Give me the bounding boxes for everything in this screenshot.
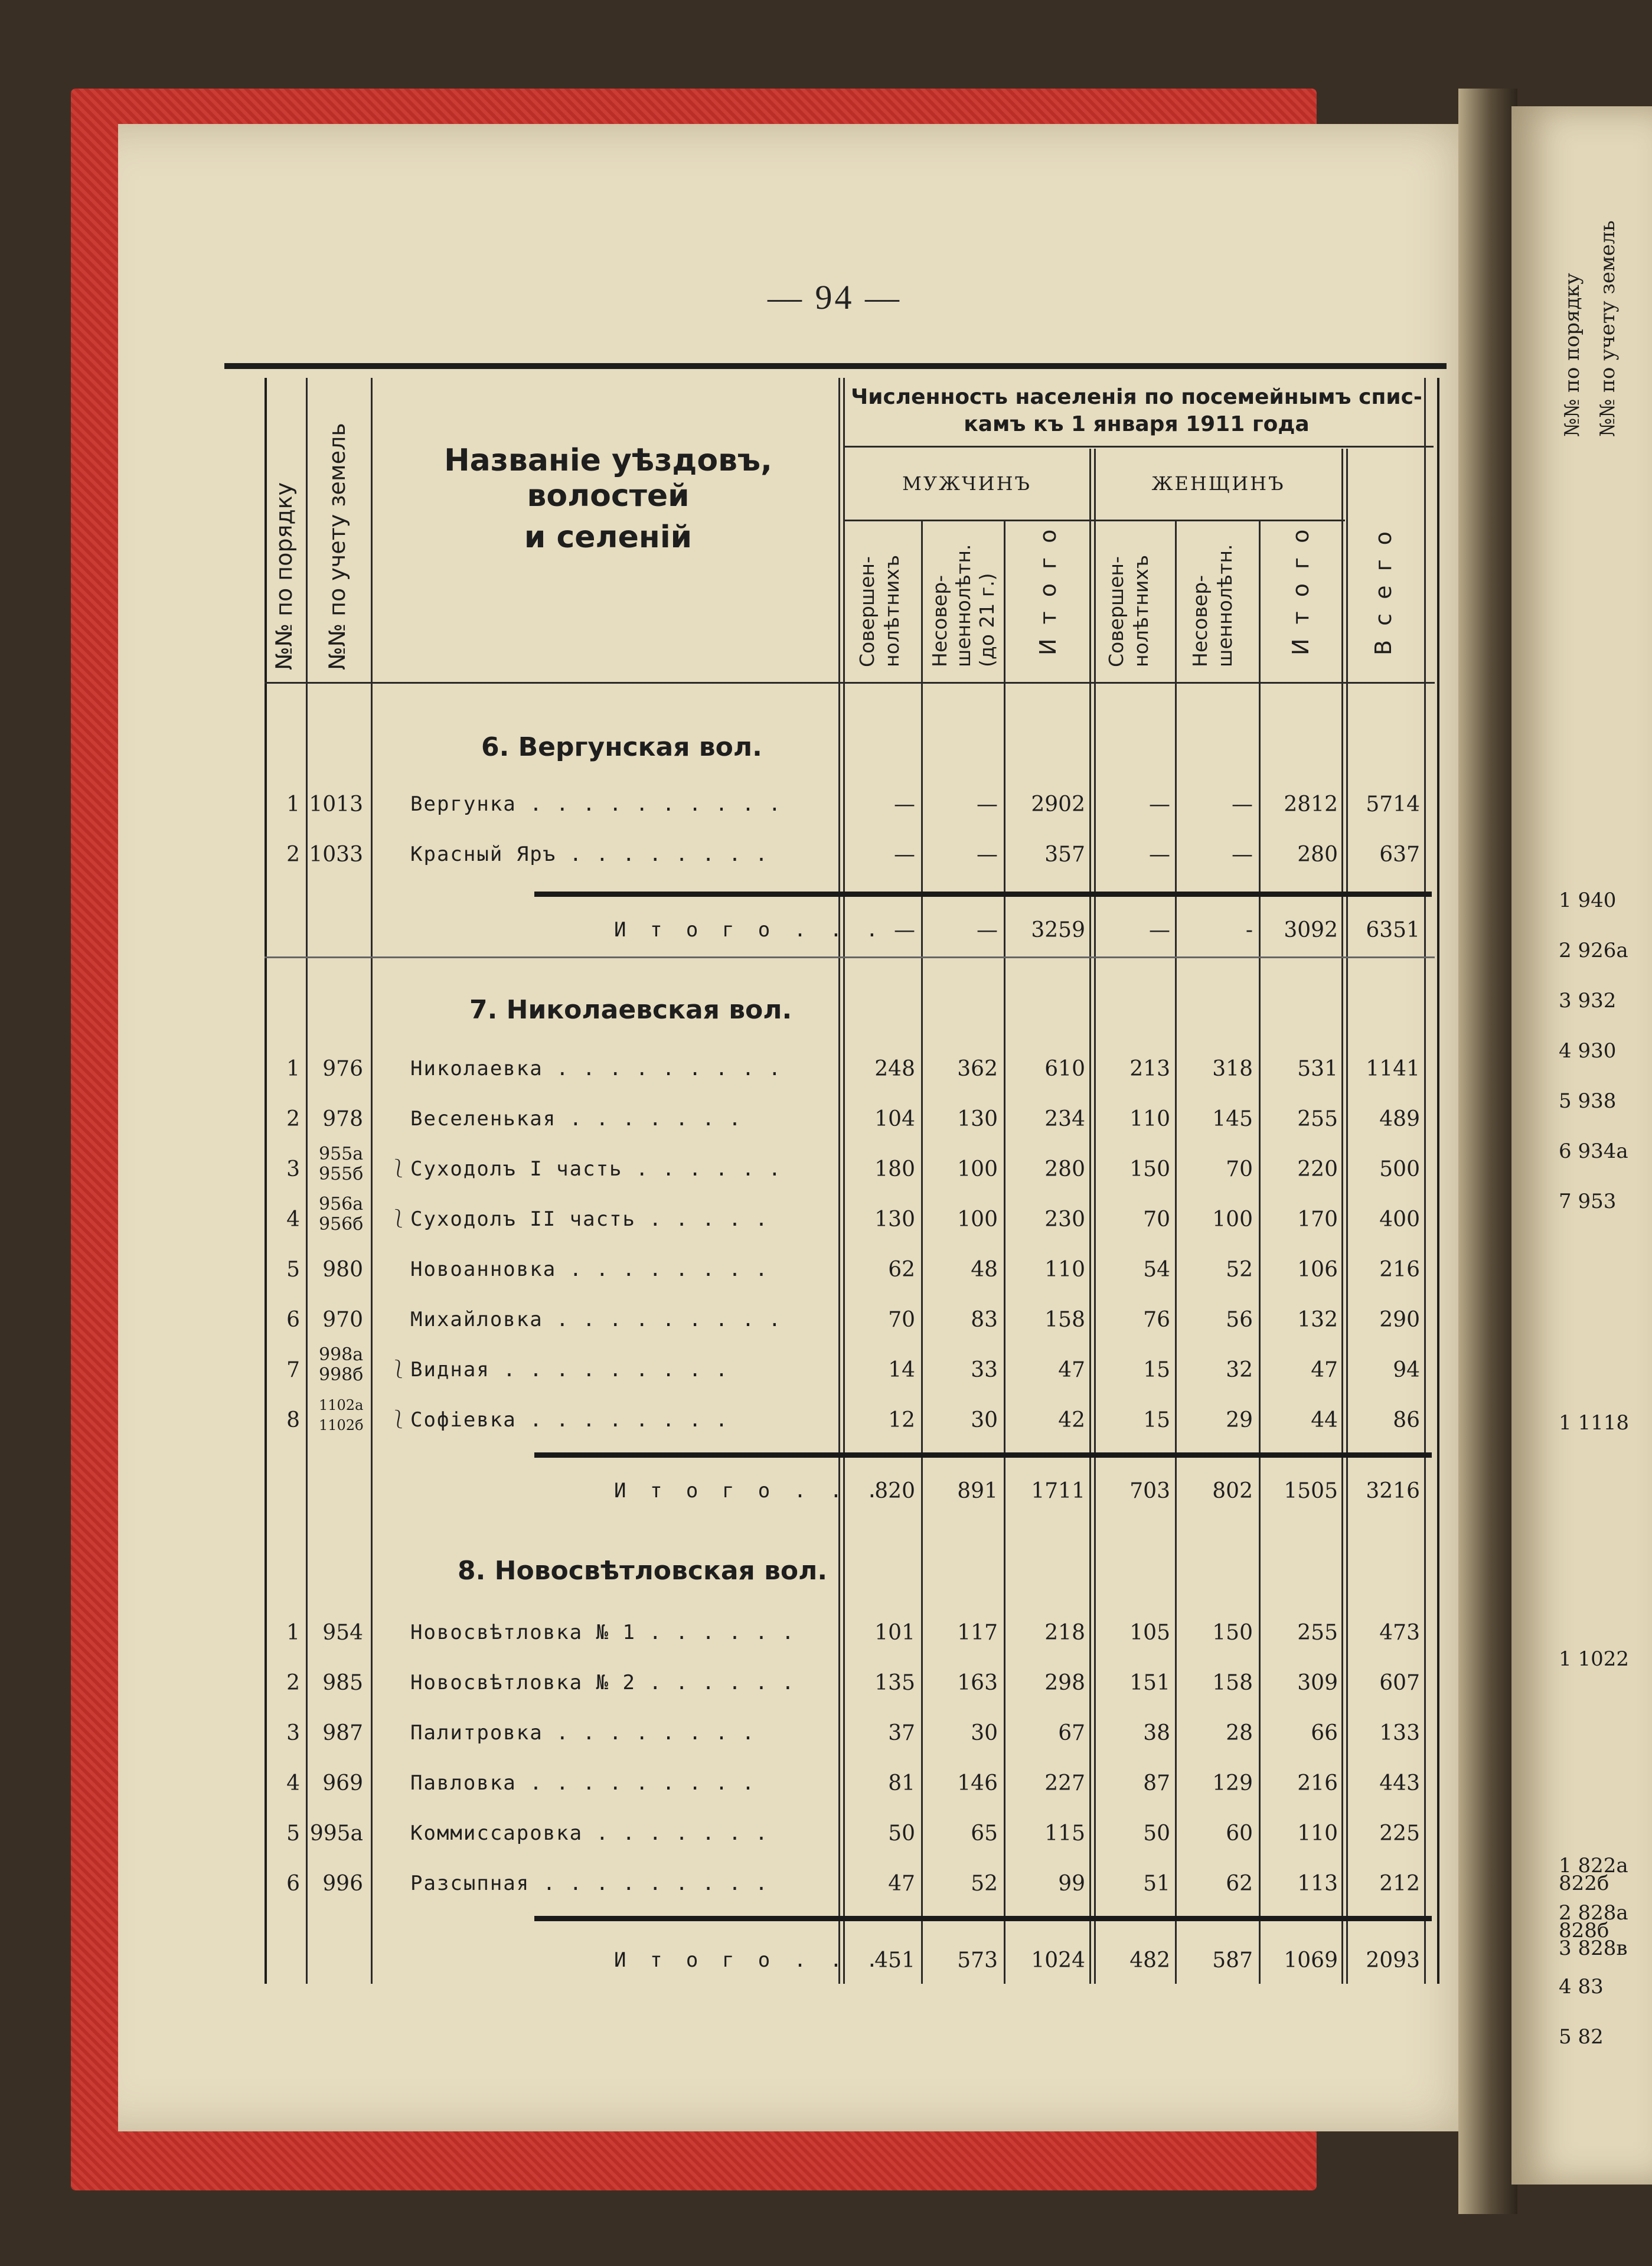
right-row: 822б [1559, 1872, 1609, 1895]
cell-m-m: 146 [957, 1771, 998, 1795]
total-m-a: 451 [874, 1948, 915, 1973]
col-divider [1175, 520, 1177, 1984]
row-land-number-2: 1102б [319, 1417, 364, 1434]
row-order-number: 2 [286, 1671, 300, 1695]
row-settlement-name: Новосвѣтловка № 1 . . . . . . [410, 1621, 795, 1644]
cell-w-t: 44 [1311, 1408, 1338, 1432]
cell-m-m: 362 [957, 1057, 998, 1081]
cell-m-t: 230 [1044, 1207, 1085, 1232]
cell-w-a: 70 [1143, 1207, 1170, 1232]
right-row: 5 938 [1559, 1089, 1617, 1113]
cell-all: 216 [1379, 1258, 1420, 1282]
cell-w-m: 32 [1226, 1358, 1253, 1382]
total-m-t: 1711 [1031, 1479, 1085, 1503]
cell-m-t: 280 [1044, 1157, 1085, 1181]
cell-w-a: 15 [1143, 1358, 1170, 1382]
col-divider [1004, 520, 1005, 1984]
right-row: 3 828в [1559, 1937, 1628, 1960]
cell-m-m: 130 [957, 1107, 998, 1131]
cell-m-t: 99 [1058, 1872, 1085, 1896]
cell-m-m: — [977, 792, 998, 817]
header-line [265, 682, 1435, 684]
col-order-header: №№ по порядку [271, 482, 297, 670]
row-land-number: 998а [319, 1344, 364, 1365]
cell-m-t: 218 [1044, 1621, 1085, 1645]
cell-all: 607 [1379, 1671, 1420, 1695]
cell-m-m: 83 [971, 1308, 998, 1332]
name-header-line2: и селеній [524, 520, 693, 555]
row-land-number: 956а [319, 1194, 364, 1214]
cell-m-m: — [977, 843, 998, 867]
col-divider [921, 520, 923, 1984]
cell-w-a: 50 [1143, 1821, 1170, 1846]
row-order-number: 7 [286, 1358, 300, 1382]
col-divider [1346, 449, 1348, 1984]
total-rule [534, 1452, 1432, 1458]
row-land-number: 1102а [319, 1397, 364, 1413]
row-brace: ⎱ [390, 1359, 407, 1380]
row-order-number: 6 [286, 1872, 300, 1896]
row-order-number: 2 [286, 1107, 300, 1131]
row-brace: ⎱ [390, 1158, 407, 1179]
grand-total-header: В с е г о [1370, 528, 1396, 655]
group-title-novosvetlov: 8. Новосвѣтловская вол. [458, 1556, 828, 1586]
row-land-number: 987 [322, 1721, 363, 1745]
men-minor-l2: шеннолѣтн. [952, 544, 975, 667]
total-w-m: 587 [1212, 1948, 1253, 1973]
row-settlement-name: Видная . . . . . . . . . [410, 1358, 729, 1382]
cell-m-a: 47 [888, 1872, 915, 1896]
cell-m-t: 227 [1044, 1771, 1085, 1795]
cell-w-m: 56 [1226, 1308, 1253, 1332]
cell-w-a: 87 [1143, 1771, 1170, 1795]
cell-m-a: 248 [874, 1057, 915, 1081]
cell-w-t: 47 [1311, 1358, 1338, 1382]
cell-w-t: 255 [1297, 1621, 1338, 1645]
cell-w-a: 54 [1143, 1258, 1170, 1282]
col-land-header: №№ по учету земель [324, 423, 350, 670]
cell-w-m: 100 [1212, 1207, 1253, 1232]
header-line [843, 446, 1434, 448]
population-header [844, 384, 1429, 438]
cell-m-m: 163 [957, 1671, 998, 1695]
total-w-m: 802 [1212, 1479, 1253, 1503]
total-all: 6351 [1366, 918, 1420, 942]
cell-m-a: — [894, 843, 915, 867]
cell-all: 637 [1379, 843, 1420, 867]
row-brace: ⎱ [390, 1209, 407, 1229]
total-m-a: — [894, 918, 915, 942]
cell-w-m: — [1232, 792, 1253, 817]
women-adult-l1: Совершен- [1105, 556, 1128, 667]
cell-w-a: 105 [1129, 1621, 1170, 1645]
cell-w-t: 66 [1311, 1721, 1338, 1745]
cell-w-m: — [1232, 843, 1253, 867]
cell-w-t: 106 [1297, 1258, 1338, 1282]
cell-m-a: 81 [888, 1771, 915, 1795]
total-w-t: 1505 [1284, 1479, 1338, 1503]
cell-w-m: 150 [1212, 1621, 1253, 1645]
right-row: 2 926а [1559, 939, 1628, 962]
row-order-number: 3 [286, 1721, 300, 1745]
cell-w-m: 70 [1226, 1157, 1253, 1181]
cell-m-a: 101 [874, 1621, 915, 1645]
total-rule [534, 1916, 1432, 1921]
row-land-number: 995а [309, 1821, 363, 1846]
row-settlement-name: Разсыпная . . . . . . . . . [410, 1872, 769, 1895]
cell-m-t: 158 [1044, 1308, 1085, 1332]
cell-w-m: 318 [1212, 1057, 1253, 1081]
cell-m-t: 298 [1044, 1671, 1085, 1695]
total-m-t: 3259 [1031, 918, 1085, 942]
cell-all: 86 [1393, 1408, 1420, 1432]
book-gutter [1458, 89, 1517, 2214]
cell-m-m: 30 [971, 1408, 998, 1432]
cell-all: 400 [1379, 1207, 1420, 1232]
row-land-number-2: 956б [319, 1214, 364, 1235]
col-divider [1424, 378, 1426, 1984]
row-order-number: 1 [286, 1057, 300, 1081]
cell-w-m: 28 [1226, 1721, 1253, 1745]
cell-m-t: 357 [1044, 843, 1085, 867]
cell-m-m: 100 [957, 1207, 998, 1232]
row-order-number: 4 [286, 1771, 300, 1795]
cell-m-a: 135 [874, 1671, 915, 1695]
cell-w-a: 151 [1129, 1671, 1170, 1695]
cell-m-a: — [894, 792, 915, 817]
cell-w-a: 76 [1143, 1308, 1170, 1332]
total-m-a: 820 [874, 1479, 915, 1503]
cell-m-a: 70 [888, 1308, 915, 1332]
total-m-m: — [977, 918, 998, 942]
row-land-number: 955а [319, 1144, 364, 1164]
women-minor-l1: Несовер- [1189, 574, 1212, 667]
men-minor-l1: Несовер- [928, 574, 951, 667]
cell-m-t: 110 [1044, 1258, 1085, 1282]
men-minor-header [928, 544, 999, 667]
cell-all: 473 [1379, 1621, 1420, 1645]
row-order-number: 6 [286, 1308, 300, 1332]
cell-w-t: 216 [1297, 1771, 1338, 1795]
row-settlement-name: Суходолъ I часть . . . . . . [410, 1157, 782, 1181]
cell-w-a: — [1149, 843, 1170, 867]
cell-w-m: 158 [1212, 1671, 1253, 1695]
row-settlement-name: Палитровка . . . . . . . . [410, 1721, 756, 1745]
cell-w-t: 280 [1297, 843, 1338, 867]
cell-m-m: 100 [957, 1157, 998, 1181]
cell-all: 489 [1379, 1107, 1420, 1131]
cell-m-a: 104 [874, 1107, 915, 1131]
cell-w-t: 2812 [1284, 792, 1338, 817]
row-land-number: 954 [322, 1621, 363, 1645]
row-settlement-name: Суходолъ II часть . . . . . [410, 1207, 769, 1231]
total-m-t: 1024 [1031, 1948, 1085, 1973]
cell-w-m: 60 [1226, 1821, 1253, 1846]
men-header: МУЖЧИНЪ [902, 472, 1031, 495]
cell-m-a: 50 [888, 1821, 915, 1846]
row-land-number: 976 [322, 1057, 363, 1081]
row-land-number: 969 [322, 1771, 363, 1795]
right-row: 1 1022 [1559, 1647, 1629, 1671]
total-all: 2093 [1366, 1948, 1420, 1973]
cell-w-t: 113 [1297, 1872, 1338, 1896]
right-row: 3 932 [1559, 989, 1617, 1013]
row-land-number: 985 [322, 1671, 363, 1695]
row-land-number: 980 [322, 1258, 363, 1282]
row-order-number: 5 [286, 1258, 300, 1282]
right-row: 7 953 [1559, 1190, 1617, 1213]
cell-m-t: 2902 [1031, 792, 1085, 817]
cell-w-a: — [1149, 792, 1170, 817]
total-w-a: — [1149, 918, 1170, 942]
cell-w-t: 220 [1297, 1157, 1338, 1181]
cell-w-m: 29 [1226, 1408, 1253, 1432]
cell-all: 290 [1379, 1308, 1420, 1332]
cell-m-a: 180 [874, 1157, 915, 1181]
total-w-a: 703 [1129, 1479, 1170, 1503]
total-w-m: - [1245, 918, 1253, 942]
right-col-order-header: №№ по порядку [1560, 273, 1584, 437]
col-divider [1094, 449, 1096, 1984]
col-divider [1259, 520, 1261, 1984]
cell-w-t: 309 [1297, 1671, 1338, 1695]
cell-all: 5714 [1366, 792, 1420, 817]
right-row: 2 828а [1559, 1901, 1628, 1925]
name-header-line1: Названіе уѣздовъ, волостей [444, 443, 772, 514]
total-m-m: 891 [957, 1479, 998, 1503]
col-divider [1341, 449, 1343, 1984]
cell-w-m: 52 [1226, 1258, 1253, 1282]
total-w-t: 1069 [1284, 1948, 1338, 1973]
cell-m-a: 14 [888, 1358, 915, 1382]
women-minor-header [1188, 544, 1238, 667]
cell-w-m: 129 [1212, 1771, 1253, 1795]
col-divider [1089, 449, 1091, 1984]
right-page [1511, 106, 1652, 2185]
cell-w-a: 51 [1143, 1872, 1170, 1896]
cell-m-m: 48 [971, 1258, 998, 1282]
total-label: И т о г о . . . [614, 1479, 884, 1503]
row-order-number: 3 [286, 1157, 300, 1181]
cell-w-t: 531 [1297, 1057, 1338, 1081]
cell-m-m: 52 [971, 1872, 998, 1896]
cell-m-a: 37 [888, 1721, 915, 1745]
cell-w-a: 15 [1143, 1408, 1170, 1432]
right-row: 828б [1559, 1919, 1609, 1942]
group-title-nikolaev: 7. Николаевская вол. [469, 995, 792, 1025]
row-settlement-name: Красный Яръ . . . . . . . . [410, 843, 769, 866]
right-row: 1 940 [1559, 889, 1617, 912]
right-row: 1 1118 [1559, 1411, 1629, 1435]
row-settlement-name: Михайловка . . . . . . . . . [410, 1308, 782, 1331]
cell-m-a: 62 [888, 1258, 915, 1282]
row-order-number: 4 [286, 1207, 300, 1232]
row-settlement-name: Коммиссаровка . . . . . . . [410, 1821, 769, 1845]
cell-w-a: 213 [1129, 1057, 1170, 1081]
total-m-m: 573 [957, 1948, 998, 1973]
cell-w-a: 38 [1143, 1721, 1170, 1745]
row-order-number: 2 [286, 843, 300, 867]
women-header: ЖЕНЩИНЪ [1151, 472, 1285, 495]
total-all: 3216 [1366, 1479, 1420, 1503]
right-row: 1 822а [1559, 1854, 1628, 1878]
men-adult-header [855, 555, 905, 667]
row-settlement-name: Вергунка . . . . . . . . . . [410, 792, 782, 816]
women-minor-l2: шеннолѣтн. [1213, 544, 1236, 667]
men-adult-l1: Совершен- [856, 556, 879, 667]
row-order-number: 1 [286, 792, 300, 817]
row-settlement-name: Софіевка . . . . . . . . [410, 1408, 729, 1432]
cell-w-t: 110 [1297, 1821, 1338, 1846]
total-rule [534, 892, 1432, 897]
cell-w-t: 255 [1297, 1107, 1338, 1131]
total-label: И т о г о . . . [614, 1948, 884, 1972]
men-total-header: И т о г о [1035, 525, 1061, 655]
row-order-number: 1 [286, 1621, 300, 1645]
row-land-number: 978 [322, 1107, 363, 1131]
cell-m-m: 65 [971, 1821, 998, 1846]
cell-w-m: 145 [1212, 1107, 1253, 1131]
cell-w-a: 110 [1129, 1107, 1170, 1131]
women-adult-header [1104, 555, 1154, 667]
cell-w-t: 132 [1297, 1308, 1338, 1332]
col-divider [838, 378, 840, 1984]
right-row: 6 934а [1559, 1139, 1628, 1163]
group-divider [265, 956, 1435, 958]
cell-all: 443 [1379, 1771, 1420, 1795]
population-header-line1: Численность населенія по посемейнымъ спис- [851, 385, 1422, 409]
cell-m-a: 12 [888, 1408, 915, 1432]
cell-m-t: 67 [1058, 1721, 1085, 1745]
row-land-number: 996 [322, 1872, 363, 1896]
row-settlement-name: Веселенькая . . . . . . . [410, 1107, 742, 1131]
cell-all: 94 [1393, 1358, 1420, 1382]
right-row: 4 930 [1559, 1039, 1617, 1063]
cell-m-a: 130 [874, 1207, 915, 1232]
cell-m-t: 234 [1044, 1107, 1085, 1131]
row-land-number: 1033 [309, 843, 363, 867]
cell-w-t: 170 [1297, 1207, 1338, 1232]
men-minor-l3: (до 21 г.) [975, 573, 998, 667]
row-land-number: 970 [322, 1308, 363, 1332]
row-land-number-2: 955б [319, 1164, 364, 1184]
cell-w-m: 62 [1226, 1872, 1253, 1896]
total-w-a: 482 [1129, 1948, 1170, 1973]
cell-m-m: 117 [957, 1621, 998, 1645]
right-row: 5 82 [1559, 2025, 1604, 2049]
row-land-number: 1013 [309, 792, 363, 817]
row-settlement-name: Новоанновка . . . . . . . . [410, 1258, 769, 1281]
total-label: И т о г о . . . [614, 918, 884, 942]
cell-all: 1141 [1366, 1057, 1420, 1081]
right-row: 4 83 [1559, 1975, 1604, 1999]
cell-m-m: 33 [971, 1358, 998, 1382]
cell-m-t: 47 [1058, 1358, 1085, 1382]
row-settlement-name: Новосвѣтловка № 2 . . . . . . [410, 1671, 795, 1694]
cell-w-a: 150 [1129, 1157, 1170, 1181]
cell-m-t: 115 [1044, 1821, 1085, 1846]
men-adult-l2: нолѣтнихъ [880, 554, 903, 667]
row-settlement-name: Павловка . . . . . . . . . [410, 1771, 756, 1795]
page-number: — 94 — [768, 278, 902, 316]
cell-all: 133 [1379, 1721, 1420, 1745]
cell-m-m: 30 [971, 1721, 998, 1745]
cell-m-t: 42 [1058, 1408, 1085, 1432]
right-col-land-header: №№ по учету земель [1596, 220, 1620, 437]
row-land-number-2: 998б [319, 1364, 364, 1385]
row-order-number: 8 [286, 1408, 300, 1432]
women-total-header: И т о г о [1288, 525, 1314, 655]
row-order-number: 5 [286, 1821, 300, 1846]
population-header-line2: камъ къ 1 января 1911 года [964, 412, 1310, 436]
cell-all: 225 [1379, 1821, 1420, 1846]
row-settlement-name: Николаевка . . . . . . . . . [410, 1057, 782, 1080]
cell-m-t: 610 [1044, 1057, 1085, 1081]
header-line [843, 520, 1345, 521]
table-top-rule [224, 363, 1447, 369]
group-title-vergun: 6. Вергунская вол. [481, 732, 762, 762]
total-w-t: 3092 [1284, 918, 1338, 942]
row-brace: ⎱ [390, 1409, 407, 1430]
cell-all: 212 [1379, 1872, 1420, 1896]
women-adult-l2: нолѣтнихъ [1129, 554, 1153, 667]
cell-all: 500 [1379, 1157, 1420, 1181]
